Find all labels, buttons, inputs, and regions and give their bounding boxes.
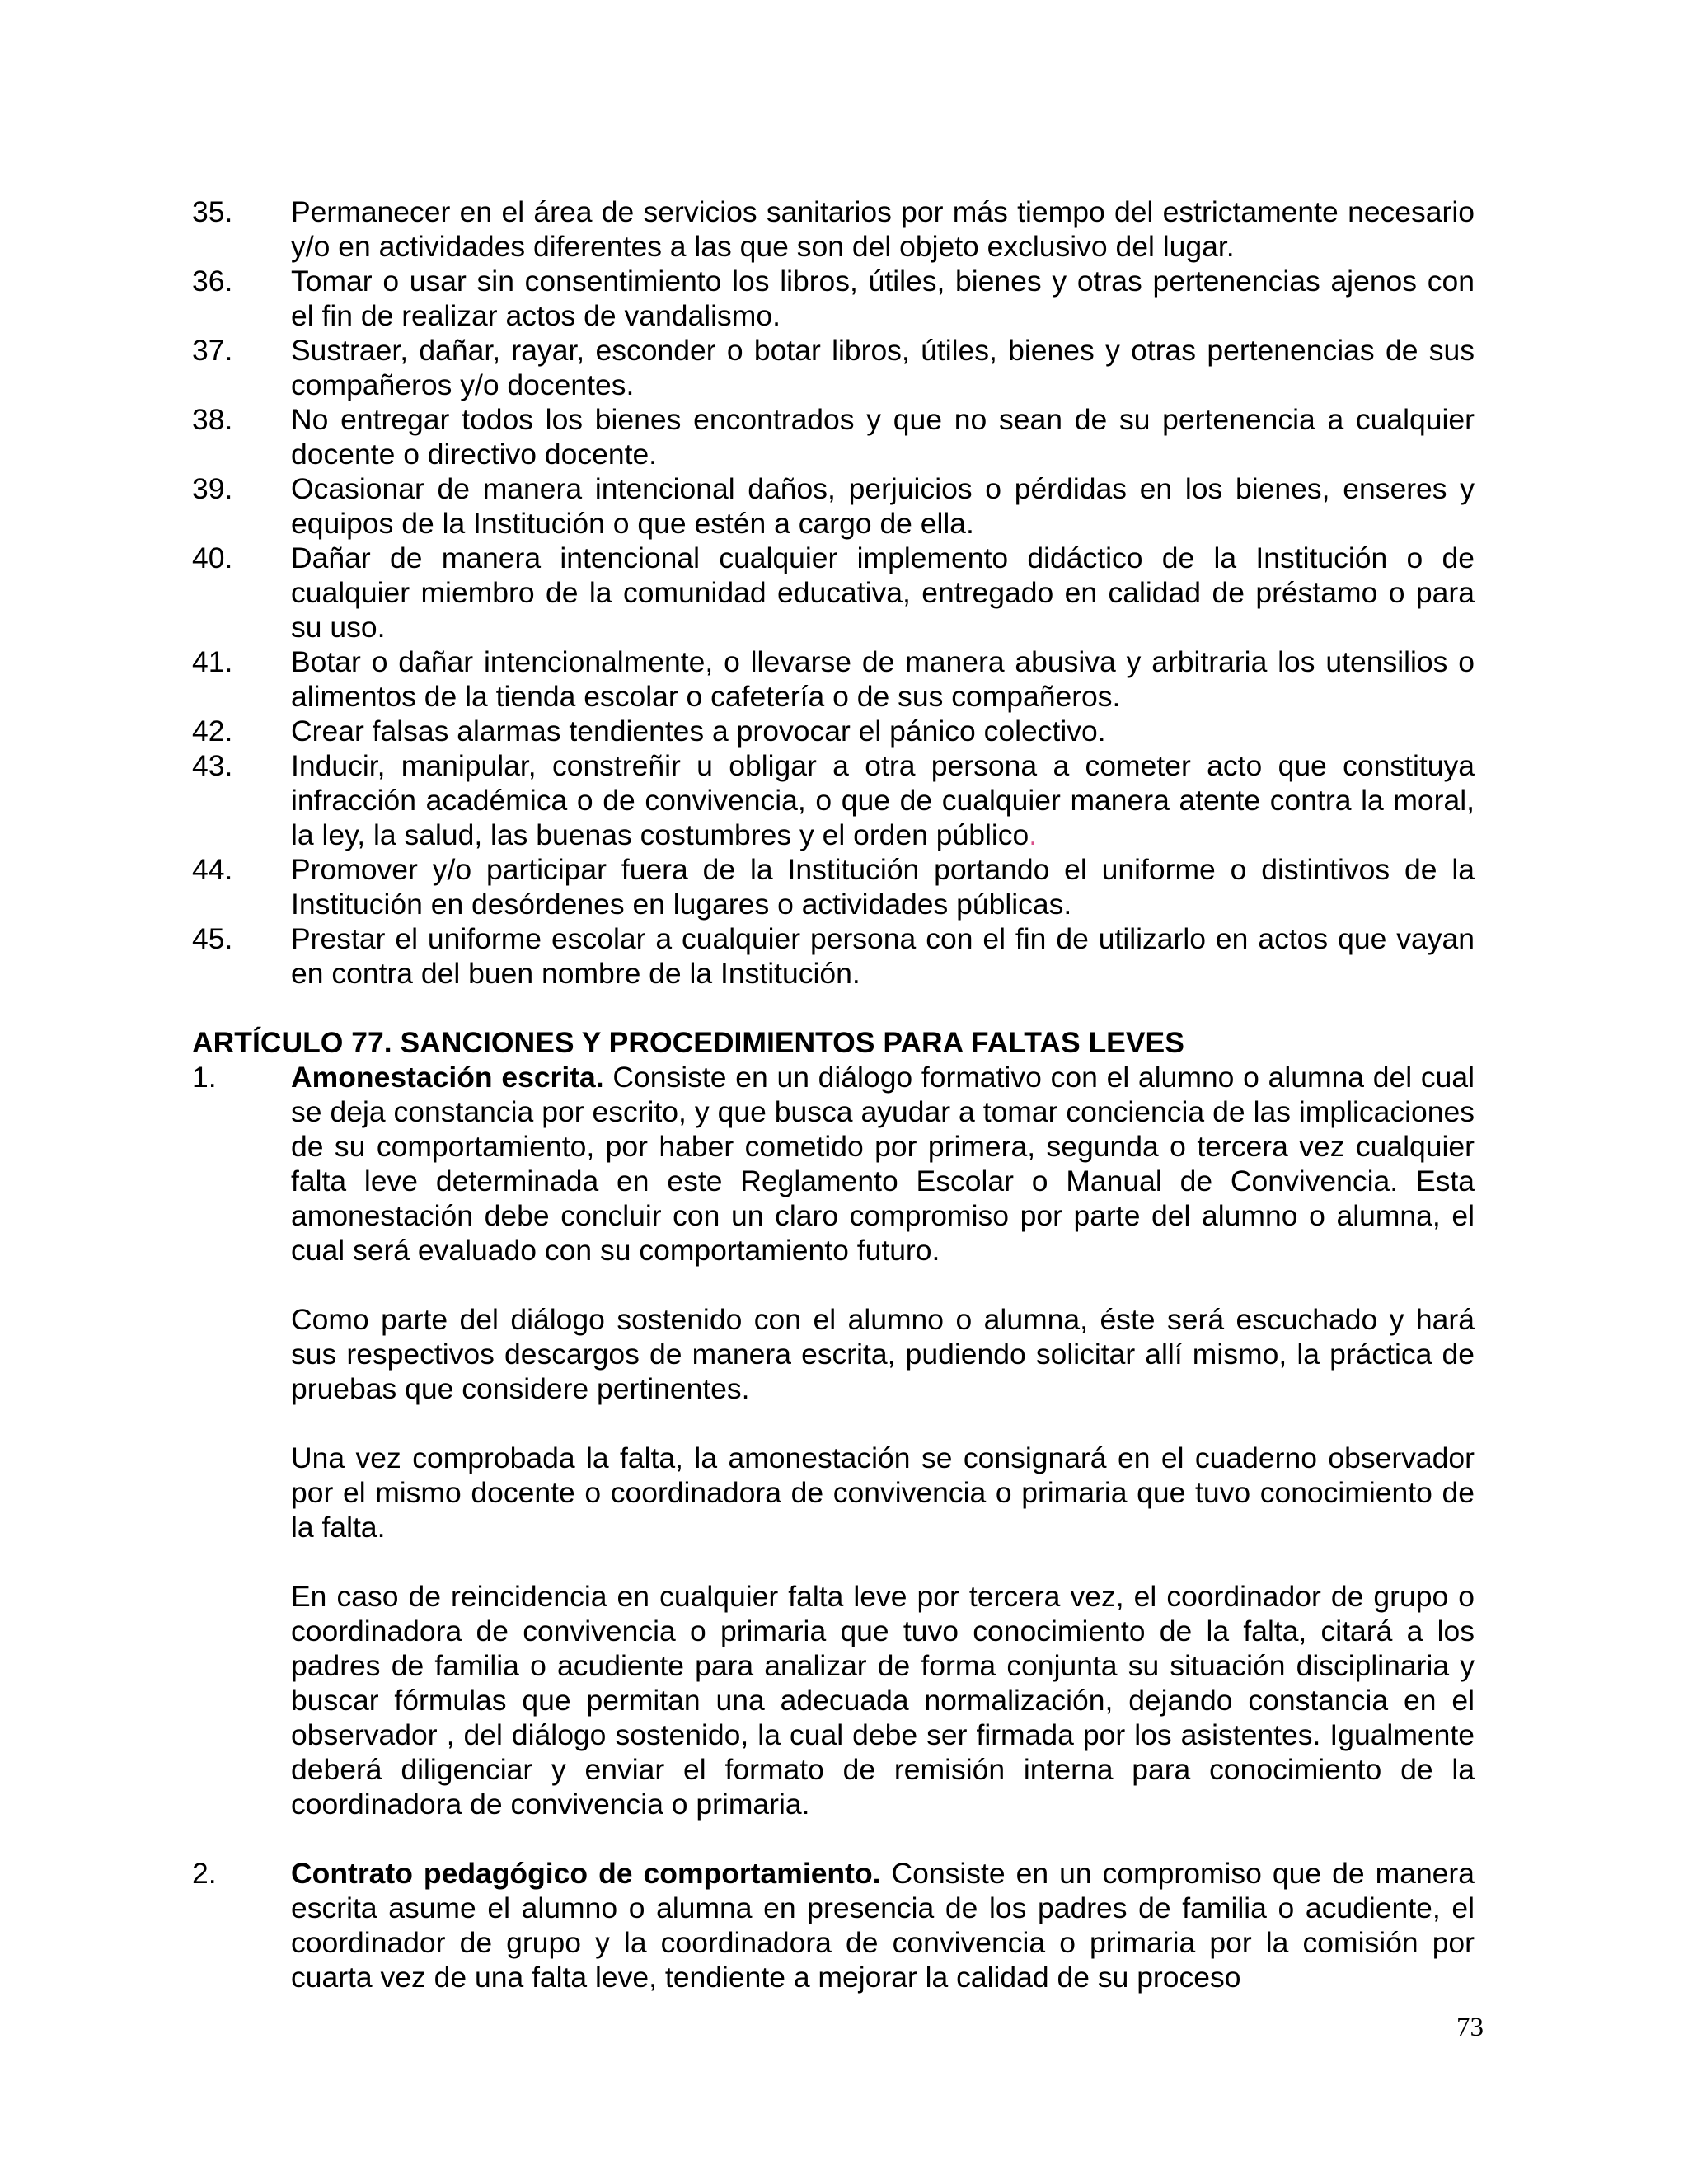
item-number: 44. [192, 853, 233, 886]
sanction-description: Consiste en un compromiso que de manera escrita asume el alumno o alumna en presencia de los padres de familia o acudiente, el coordinador de grupo y la coordinadora de convivencia o primaria por la comisión por cuarta vez de una falta leve, tendiente a mejorar la calidad de su proceso [291, 1857, 1475, 1994]
item-trailing-mark: . [1029, 818, 1038, 851]
item-text-wrap [291, 748, 1475, 852]
item-number: 37. [192, 334, 233, 367]
item-number: 35. [192, 195, 233, 228]
item-text: Ocasionar de manera intencional daños, perjuicios o pérdidas en los bienes, enseres y equipos de la Institución o que estén a cargo de ella. [291, 472, 1475, 540]
list-item [192, 333, 1475, 402]
sanction-paragraph: En caso de reincidencia en cualquier falta leve por tercera vez, el coordinador de grupo o coordinadora de convivencia o primaria que tuvo conocimiento de la falta, citará a los padres de familia o acudiente para analizar de forma conjunta su situación disciplinaria y buscar fórmulas que permitan una adecuada normalización, dejando constancia en el observador , del diálogo sostenido, la cual debe ser firmada por los asistentes. Igualmente deberá diligenciar y enviar el formato de remisión interna para conocimiento de la coordinadora de convivencia o primaria. [291, 1580, 1475, 1821]
item-text: Permanecer en el área de servicios sanitarios por más tiempo del estrictamente necesario y/o en actividades diferentes a las que son del objeto exclusivo del lugar. [291, 195, 1475, 263]
page-content [192, 194, 1475, 1994]
list-item [192, 471, 1475, 541]
list-item [192, 852, 1475, 921]
sanction-paragraph: Como parte del diálogo sostenido con el alumno o alumna, éste será escuchado y hará sus respectivos descargos de manera escrita, pudiendo solicitar allí mismo, la práctica de pruebas que considere pertinentes. [291, 1303, 1475, 1405]
sanction-number: 2. [192, 1857, 217, 1890]
item-text: Dañar de manera intencional cualquier implemento didáctico de la Institución o de cualquier miembro de la comunidad educativa, entregado en calidad de préstamo o para su uso. [291, 541, 1475, 644]
list-item [192, 644, 1475, 714]
item-text: Botar o dañar intencionalmente, o llevarse de manera abusiva y arbitraria los utensilios o alimentos de la tienda escolar o cafetería o de sus compañeros. [291, 645, 1475, 713]
sanction-item [192, 1856, 1475, 1994]
item-number: 39. [192, 472, 233, 505]
item-text: Promover y/o participar fuera de la Institución portando el uniforme o distintivos de la Institución en desórdenes en lugares o actividades públicas. [291, 853, 1475, 921]
sanction-body [291, 1060, 1475, 1821]
sanction-first-paragraph [291, 1856, 1475, 1994]
sanction-title: Amonestación escrita. [291, 1061, 604, 1094]
list-item [192, 264, 1475, 333]
item-number: 41. [192, 645, 233, 678]
item-text: Sustraer, dañar, rayar, esconder o botar libros, útiles, bienes y otras pertenencias de sus compañeros y/o docentes. [291, 334, 1475, 401]
item-number: 40. [192, 541, 233, 574]
list-item [192, 921, 1475, 991]
sanction-first-paragraph [291, 1060, 1475, 1268]
list-item [192, 402, 1475, 471]
sanction-description: Consiste en un diálogo formativo con el alumno o alumna del cual se deja constancia por escrito, y que busca ayudar a tomar conciencia de las implicaciones de su comportamiento, por haber cometido por primera, segunda o tercera vez cualquier falta leve determinada en este Reglamento Escolar o Manual de Convivencia. Esta amonestación debe concluir con un claro compromiso por parte del alumno o alumna, el cual será evaluado con su comportamiento futuro. [291, 1061, 1475, 1267]
item-number: 43. [192, 749, 233, 782]
list-item [192, 194, 1475, 264]
page-number: 73 [1456, 2013, 1484, 2042]
list-item [192, 541, 1475, 644]
infractions-list [192, 194, 1475, 991]
item-text: No entregar todos los bienes encontrados y que no sean de su pertenencia a cualquier docente o directivo docente. [291, 403, 1475, 471]
item-text: Crear falsas alarmas tendientes a provocar el pánico colectivo. [291, 715, 1106, 748]
list-item [192, 748, 1475, 852]
article-heading: ARTÍCULO 77. SANCIONES Y PROCEDIMIENTOS PARA FALTAS LEVES [192, 1026, 1184, 1059]
list-item [192, 714, 1475, 748]
sanction-body [291, 1856, 1475, 1994]
item-text: Tomar o usar sin consentimiento los libros, útiles, bienes y otras pertenencias ajenos con el fin de realizar actos de vandalismo. [291, 265, 1475, 332]
sanction-number: 1. [192, 1061, 217, 1094]
item-text: Prestar el uniforme escolar a cualquier persona con el fin de utilizarlo en actos que vayan en contra del buen nombre de la Institución. [291, 922, 1475, 990]
sanction-title: Contrato pedagógico de comportamiento. [291, 1857, 881, 1890]
item-text: Inducir, manipular, constreñir u obligar a otra persona a cometer acto que constituya infracción académica o de convivencia, o que de cualquier manera atente contra la moral, la ley, la salud, las buenas costumbres y el orden público [291, 749, 1475, 851]
item-number: 38. [192, 403, 233, 436]
item-number: 36. [192, 265, 233, 298]
item-number: 45. [192, 922, 233, 955]
sanction-item [192, 1060, 1475, 1821]
sanction-paragraph: Una vez comprobada la falta, la amonestación se consignará en el cuaderno observador por el mismo docente o coordinadora de convivencia o primaria que tuvo conocimiento de la falta. [291, 1441, 1475, 1544]
item-number: 42. [192, 715, 233, 748]
